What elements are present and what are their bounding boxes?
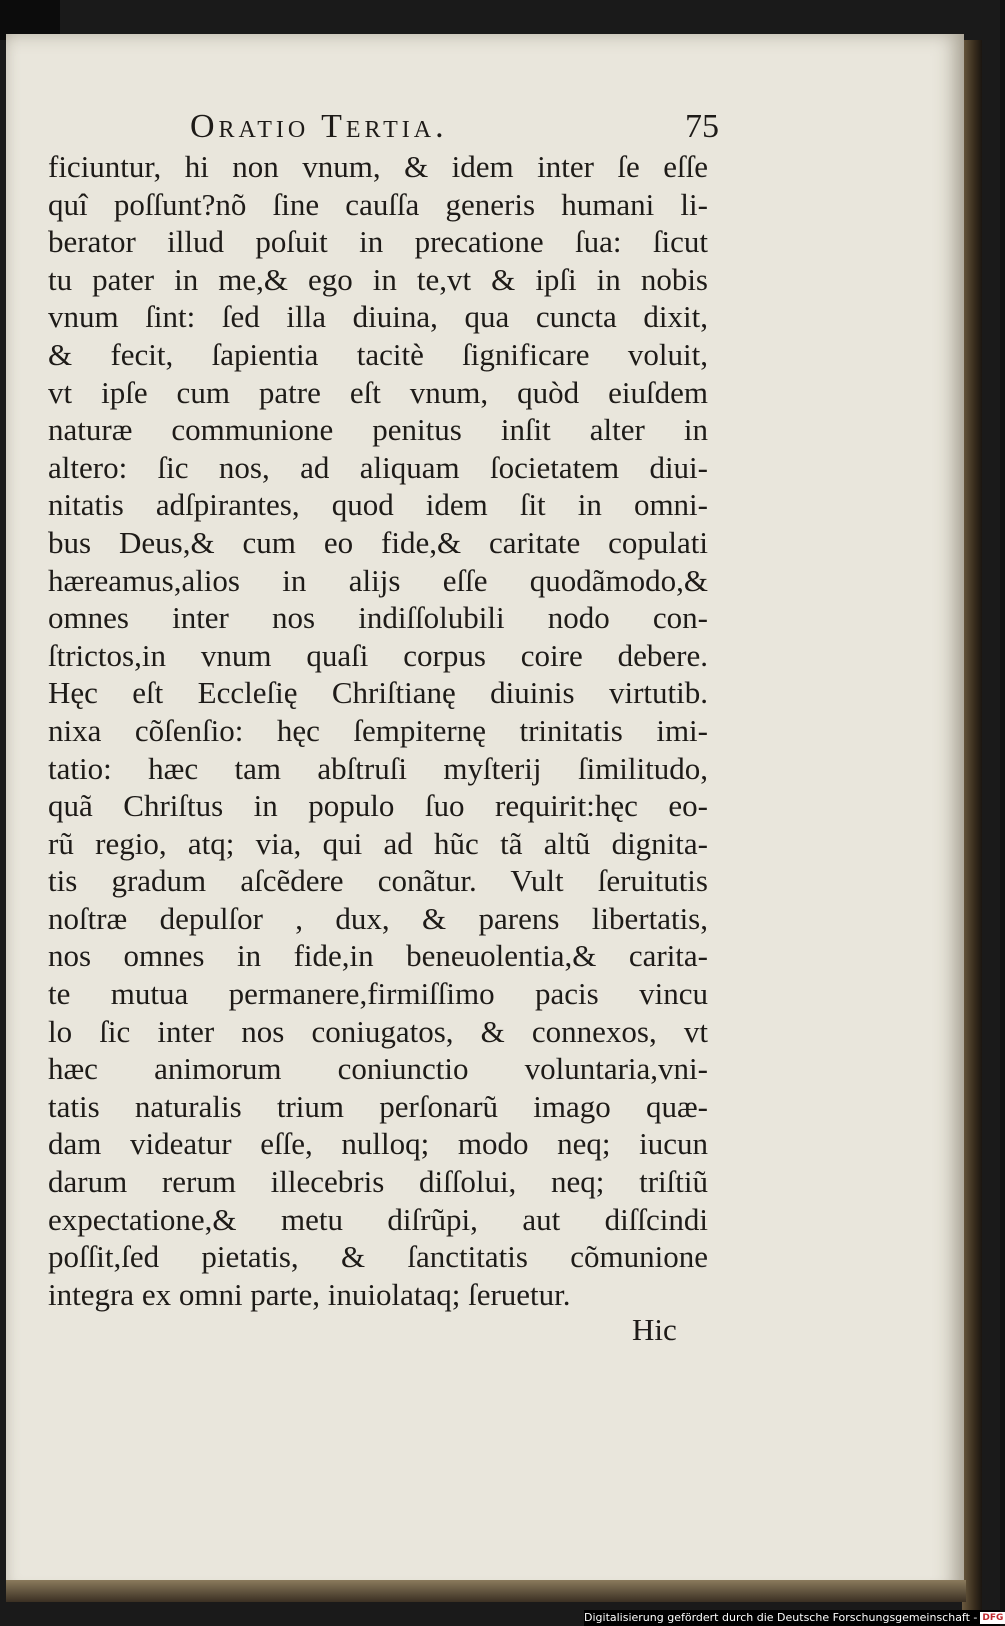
page-text [48,148,708,1313]
text-line: te mutua permanere,firmiſſimo pacis vincu [48,976,708,1012]
text-line: tis gradum aſcẽdere conãtur. Vult ſeruitutis [48,863,708,899]
text-line: dam videatur eſſe, nulloq; modo neq; iucun [48,1126,708,1162]
text-line: quî poſſunt?nõ ſine cauſſa generis humani li- [48,186,708,222]
text-line: nixa cõſenſio: hęc ſempiternę trinitatis imi- [48,712,708,748]
text-line: tatis naturalis trium perſonarũ imago quæ- [48,1088,708,1124]
book-edge [962,40,982,1610]
text-line: ſtrictos,in vnum quaſi corpus coire debere. [48,637,708,673]
text-line: nitatis adſpirantes, quod idem ſit in omni- [48,487,708,523]
text-line: vt ipſe cum patre eſt vnum, quòd eiuſdem [48,374,708,410]
text-line: noſtræ depulſor , dux, & parens libertatis, [48,900,708,936]
text-line: & fecit, ſapientia tacitè ſignificare voluit, [48,336,708,372]
catchword: Hic [632,1312,677,1347]
page-number: 75 [685,108,719,145]
page-header [190,108,750,152]
text-line: naturæ communione penitus inſit alter in [48,412,708,448]
text-line: nos omnes in fide,in beneuolentia,& carita- [48,938,708,974]
digitization-footer [584,1610,1004,1626]
text-line: bus Deus,& cum eo fide,& caritate copulati [48,524,708,560]
text-line: tu pater in me,& ego in te,vt & ipſi in nobis [48,261,708,297]
text-line: integra ex omni parte, inuiolataq; ſeruetur. [48,1276,571,1312]
text-line: vnum ſint: ſed illa diuina, qua cuncta dixit, [48,299,708,335]
book-bottom-edge [6,1580,966,1602]
footer-text: Digitalisierung gefördert durch die Deutsche Forschungsgemeinschaft - [584,1611,978,1624]
text-line: quã Chriſtus in populo ſuo requirit:hęc eo- [48,788,708,824]
text-line: altero: ſic nos, ad aliquam ſocietatem diui- [48,449,708,485]
text-line: tatio: hæc tam abſtruſi myſterij ſimilitudo, [48,750,708,786]
text-line: Hęc eſt Eccleſię Chriſtianę diuinis virtutib. [48,675,708,711]
text-line: ficiuntur, hi non vnum, & idem inter ſe eſſe [48,149,708,184]
text-line: poſſit,ſed pietatis, & ſanctitatis cõmunione [48,1239,708,1275]
text-line: hæreamus,alios in alijs eſſe quodãmodo,& [48,562,708,598]
text-line: expectatione,& metu diſrũpi, aut diſſcindi [48,1201,708,1237]
text-line: lo ſic inter nos coniugatos, & connexos, vt [48,1013,708,1049]
text-line: darum rerum illecebris diſſolui, neq; triſtiũ [48,1164,708,1200]
running-head: Oratio Tertia. [190,108,448,145]
dfg-logo: DFG [982,1613,1004,1623]
text-line: omnes inter nos indiſſolubili nodo con- [48,600,708,636]
text-line: hæc animorum coniunctio voluntaria,vni- [48,1051,708,1087]
text-line: berator illud poſuit in precatione ſua: ſicut [48,224,708,260]
text-line: rũ regio, atq; via, qui ad hũc tã altũ dignita- [48,825,708,861]
